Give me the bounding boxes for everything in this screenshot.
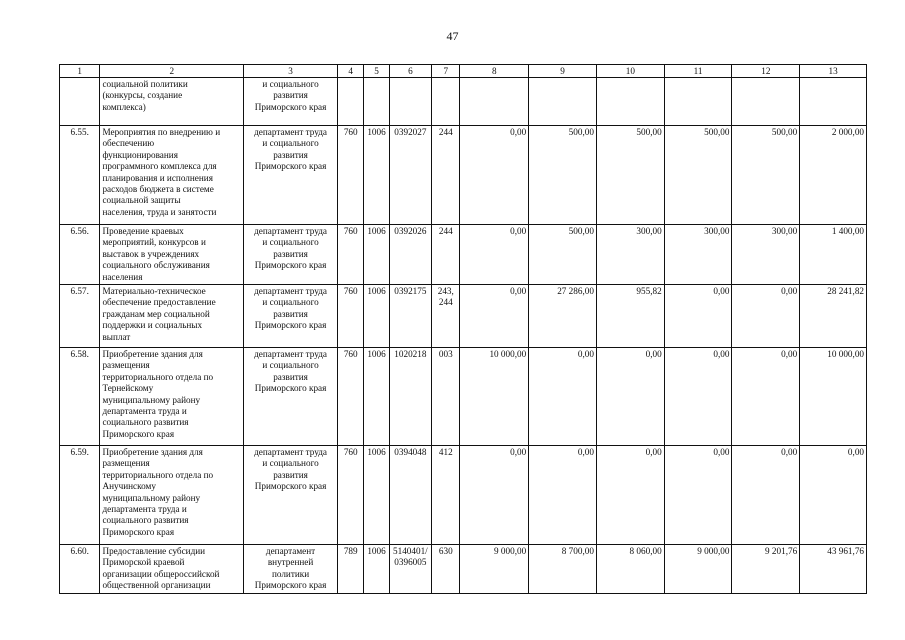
code-cell: 1006 <box>364 545 389 594</box>
code-cell <box>389 78 431 126</box>
executor-cell: и социального развития Приморского края <box>244 78 338 126</box>
column-header: 6 <box>389 65 431 78</box>
amount-cell: 955,82 <box>596 285 664 348</box>
code-cell <box>364 78 389 126</box>
code-cell <box>338 78 364 126</box>
amount-cell: 500,00 <box>732 126 800 225</box>
code-cell: 0392026 <box>389 225 431 285</box>
amount-cell: 0,00 <box>596 348 664 446</box>
executor-cell: департамент труда и социального развития Приморского края <box>244 348 338 446</box>
amount-cell: 0,00 <box>664 446 732 545</box>
code-cell: 760 <box>338 348 364 446</box>
code-cell: 0392175 <box>389 285 431 348</box>
activity-name-cell: Мероприятия по внедрению и обеспечению функционирования программного комплекса для планирования и исполнения расходов бюджета в системе социальной защиты населения, труда и занятости <box>100 126 244 225</box>
column-header: 11 <box>664 65 732 78</box>
amount-cell: 300,00 <box>732 225 800 285</box>
amount-cell: 300,00 <box>596 225 664 285</box>
table-row <box>60 348 867 446</box>
amount-cell <box>460 78 529 126</box>
page-number: 47 <box>446 29 459 43</box>
column-header: 1 <box>60 65 100 78</box>
code-cell: 243, 244 <box>432 285 460 348</box>
code-cell: 760 <box>338 225 364 285</box>
column-header: 7 <box>432 65 460 78</box>
amount-cell: 2 000,00 <box>800 126 867 225</box>
column-header: 3 <box>244 65 338 78</box>
column-header: 2 <box>100 65 244 78</box>
amount-cell: 28 241,82 <box>800 285 867 348</box>
code-cell: 1006 <box>364 225 389 285</box>
amount-cell: 0,00 <box>732 446 800 545</box>
amount-cell: 0,00 <box>460 446 529 545</box>
executor-cell: департамент труда и социального развития Приморского края <box>244 225 338 285</box>
amount-cell <box>732 78 800 126</box>
code-cell: 760 <box>338 446 364 545</box>
amount-cell: 10 000,00 <box>800 348 867 446</box>
row-number-cell: 6.60. <box>60 545 100 594</box>
amount-cell: 300,00 <box>664 225 732 285</box>
table-row <box>60 545 867 594</box>
amount-cell: 27 286,00 <box>529 285 597 348</box>
amount-cell: 0,00 <box>664 285 732 348</box>
column-header: 5 <box>364 65 389 78</box>
activity-name-cell: социальной политики (конкурсы, создание комплекса) <box>100 78 244 126</box>
code-cell: 760 <box>338 285 364 348</box>
executor-cell: департамент труда и социального развития Приморского края <box>244 446 338 545</box>
code-cell: 1006 <box>364 348 389 446</box>
code-cell: 1006 <box>364 446 389 545</box>
amount-cell: 43 961,76 <box>800 545 867 594</box>
amount-cell: 0,00 <box>529 446 597 545</box>
amount-cell: 8 060,00 <box>596 545 664 594</box>
amount-cell: 500,00 <box>596 126 664 225</box>
executor-cell: департамент труда и социального развития Приморского края <box>244 126 338 225</box>
column-header: 8 <box>460 65 529 78</box>
code-cell <box>432 78 460 126</box>
budget-table <box>59 64 867 594</box>
row-number-cell: 6.57. <box>60 285 100 348</box>
amount-cell: 0,00 <box>732 348 800 446</box>
activity-name-cell: Приобретение здания для размещения территориального отдела по Анучинскому муниципальному району департамента труда и социального развития Приморского края <box>100 446 244 545</box>
table-row <box>60 126 867 225</box>
activity-name-cell: Проведение краевых мероприятий, конкурсов и выставок в учреждениях социального обслуживания населения <box>100 225 244 285</box>
executor-cell: департамент внутренней политики Приморского края <box>244 545 338 594</box>
row-number-cell <box>60 78 100 126</box>
code-cell: 0392027 <box>389 126 431 225</box>
amount-cell <box>596 78 664 126</box>
row-number-cell: 6.59. <box>60 446 100 545</box>
header-row <box>60 65 867 78</box>
code-cell: 412 <box>432 446 460 545</box>
amount-cell: 9 201,76 <box>732 545 800 594</box>
table-row <box>60 78 867 126</box>
amount-cell: 8 700,00 <box>529 545 597 594</box>
code-cell: 1006 <box>364 126 389 225</box>
amount-cell: 0,00 <box>596 446 664 545</box>
amount-cell: 0,00 <box>732 285 800 348</box>
executor-cell: департамент труда и социального развития Приморского края <box>244 285 338 348</box>
code-cell: 003 <box>432 348 460 446</box>
row-number-cell: 6.55. <box>60 126 100 225</box>
amount-cell: 9 000,00 <box>460 545 529 594</box>
code-cell: 1020218 <box>389 348 431 446</box>
amount-cell: 0,00 <box>460 285 529 348</box>
row-number-cell: 6.58. <box>60 348 100 446</box>
amount-cell: 0,00 <box>460 126 529 225</box>
amount-cell: 1 400,00 <box>800 225 867 285</box>
amount-cell: 0,00 <box>800 446 867 545</box>
table-row <box>60 446 867 545</box>
column-header: 10 <box>596 65 664 78</box>
column-header: 12 <box>732 65 800 78</box>
amount-cell: 0,00 <box>664 348 732 446</box>
column-header: 13 <box>800 65 867 78</box>
table-row <box>60 225 867 285</box>
row-number-cell: 6.56. <box>60 225 100 285</box>
activity-name-cell: Материально-техническое обеспечение предоставление гражданам мер социальной поддержки и социальных выплат <box>100 285 244 348</box>
activity-name-cell: Приобретение здания для размещения территориального отдела по Тернейскому муниципальному району департамента труда и социального развития Приморского края <box>100 348 244 446</box>
amount-cell <box>664 78 732 126</box>
code-cell: 244 <box>432 126 460 225</box>
amount-cell <box>800 78 867 126</box>
code-cell: 630 <box>432 545 460 594</box>
code-cell: 789 <box>338 545 364 594</box>
code-cell: 0394048 <box>389 446 431 545</box>
activity-name-cell: Предоставление субсидии Приморской краевой организации общероссийской общественной организации <box>100 545 244 594</box>
amount-cell: 500,00 <box>529 126 597 225</box>
code-cell: 5140401/ 0396005 <box>389 545 431 594</box>
column-header: 4 <box>338 65 364 78</box>
table-row <box>60 285 867 348</box>
amount-cell: 0,00 <box>460 225 529 285</box>
code-cell: 760 <box>338 126 364 225</box>
amount-cell: 500,00 <box>529 225 597 285</box>
amount-cell: 500,00 <box>664 126 732 225</box>
code-cell: 1006 <box>364 285 389 348</box>
amount-cell <box>529 78 597 126</box>
amount-cell: 0,00 <box>529 348 597 446</box>
column-header: 9 <box>529 65 597 78</box>
code-cell: 244 <box>432 225 460 285</box>
amount-cell: 9 000,00 <box>664 545 732 594</box>
amount-cell: 10 000,00 <box>460 348 529 446</box>
